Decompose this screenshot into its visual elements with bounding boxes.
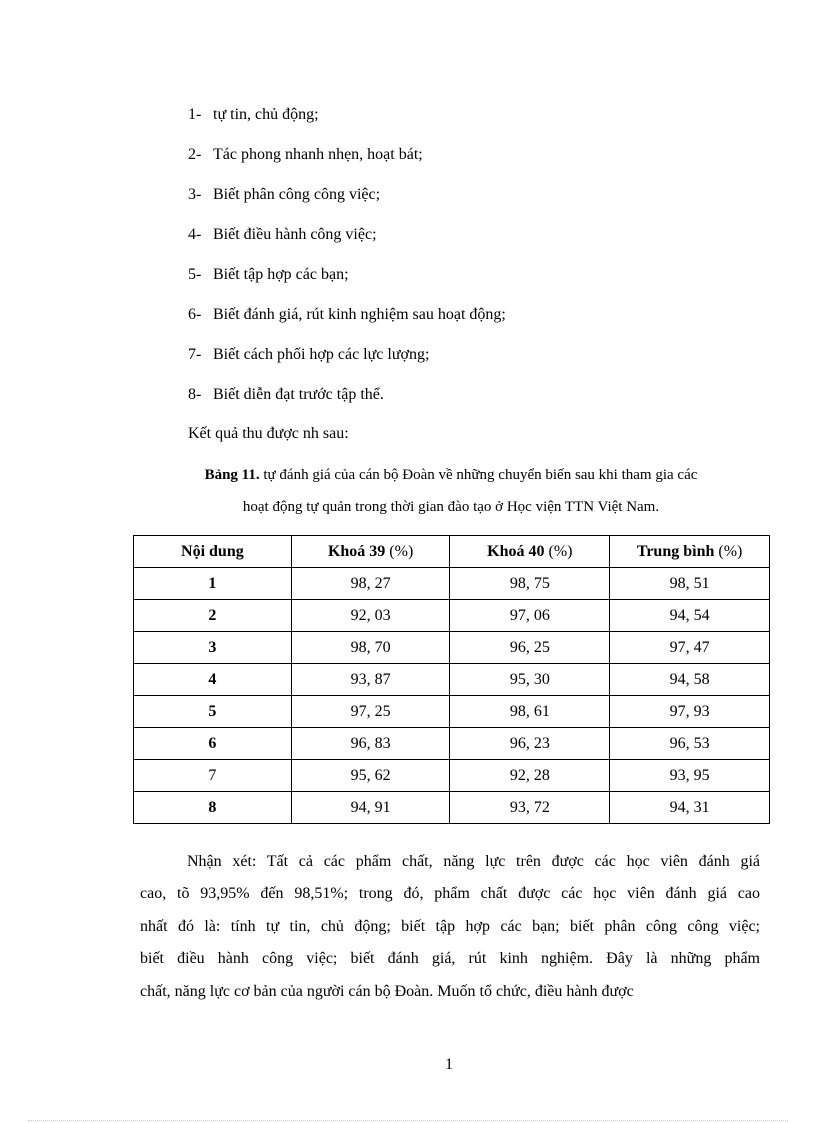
table-cell: 97, 47 <box>610 632 770 664</box>
list-text: Biết phân công công việc; <box>213 186 381 203</box>
table-cell: 93, 95 <box>610 760 770 792</box>
table-cell: 5 <box>134 696 292 728</box>
table-header-row <box>134 536 770 568</box>
list-number: 6- <box>188 306 202 323</box>
table-cell: 97, 93 <box>610 696 770 728</box>
column-header-content: Nội dung <box>134 536 292 568</box>
intro-text: Kết quả thu được nh sau: <box>188 425 349 442</box>
table-row <box>134 568 770 600</box>
page-bottom-divider <box>28 1120 788 1121</box>
table-cell: 7 <box>134 760 292 792</box>
list-text: Biết cách phối hợp các lực lượng; <box>213 346 430 363</box>
list-item <box>188 145 423 165</box>
table-cell: 98, 51 <box>610 568 770 600</box>
paragraph-line: biết điều hành công việc; biết đánh giá, rút kinh nghiệm. Đây là những phẩm <box>140 950 760 968</box>
list-number: 4- <box>188 226 202 243</box>
table-row <box>134 632 770 664</box>
table-cell: 96, 53 <box>610 728 770 760</box>
table-cell: 96, 83 <box>291 728 450 760</box>
column-header-average: Trung bình (%) <box>610 536 770 568</box>
list-item <box>188 345 429 365</box>
table-cell: 3 <box>134 632 292 664</box>
list-item <box>188 105 319 125</box>
table-cell: 98, 27 <box>291 568 450 600</box>
table-cell: 95, 62 <box>291 760 450 792</box>
list-text: Biết đánh giá, rút kinh nghiệm sau hoạt động; <box>213 306 506 323</box>
list-item <box>188 225 377 245</box>
table-cell: 92, 03 <box>291 600 450 632</box>
table-cell: 4 <box>134 664 292 696</box>
table-cell: 98, 61 <box>450 696 610 728</box>
table-row <box>134 792 770 824</box>
list-text: tự tin, chủ động; <box>213 106 319 123</box>
table-cell: 2 <box>134 600 292 632</box>
list-number: 5- <box>188 266 202 283</box>
list-item <box>188 265 349 285</box>
list-item <box>188 385 384 405</box>
list-number: 7- <box>188 346 202 363</box>
table-cell: 94, 54 <box>610 600 770 632</box>
table-row <box>134 600 770 632</box>
table-cell: 94, 58 <box>610 664 770 696</box>
list-text: Biết tập hợp các bạn; <box>213 266 349 283</box>
table-caption-line-2: hoạt động tự quản trong thời gian đào tạo ở Học viện TTN Việt Nam. <box>242 499 660 515</box>
table-cell: 6 <box>134 728 292 760</box>
column-header-course-39: Khoá 39 (%) <box>291 536 450 568</box>
paragraph-line: Nhận xét: Tất cả các phẩm chất, năng lực trên được các học viên đánh giá <box>187 853 760 870</box>
table-cell: 1 <box>134 568 292 600</box>
paragraph-line: chất, năng lực cơ bản của người cán bộ Đoàn. Muốn tổ chức, điều hành được <box>140 982 634 1000</box>
table-cell: 97, 25 <box>291 696 450 728</box>
list-text: Biết diễn đạt trước tập thể. <box>213 386 384 403</box>
results-table <box>133 535 770 824</box>
table-cell: 97, 06 <box>450 600 610 632</box>
list-number: 2- <box>188 146 202 163</box>
table-caption-line-1 <box>133 465 769 485</box>
column-header-course-40: Khoá 40 (%) <box>450 536 610 568</box>
table-cell: 96, 25 <box>450 632 610 664</box>
list-item <box>188 185 380 205</box>
table-caption-label: Bảng 11. <box>204 467 260 483</box>
table-cell: 98, 70 <box>291 632 450 664</box>
table-cell: 8 <box>134 792 292 824</box>
table-cell: 93, 87 <box>291 664 450 696</box>
list-text: Tác phong nhanh nhẹn, hoạt bát; <box>213 146 423 163</box>
list-text: Biết điều hành công việc; <box>213 226 377 243</box>
table-caption-text: tự đánh giá của cán bộ Đoàn về những chuyển biến sau khi tham gia các <box>263 467 698 483</box>
page-number: 1 <box>445 1056 453 1073</box>
commentary-paragraph <box>140 846 760 1008</box>
list-number: 1- <box>188 106 202 123</box>
table-cell: 94, 91 <box>291 792 450 824</box>
table-cell: 96, 23 <box>450 728 610 760</box>
table-row <box>134 760 770 792</box>
paragraph-line: nhất đó là: tính tự tin, chủ động; biết tập hợp các bạn; biết phân công công việc; <box>140 917 760 935</box>
table-cell: 95, 30 <box>450 664 610 696</box>
table-row <box>134 696 770 728</box>
table-cell: 93, 72 <box>450 792 610 824</box>
table-cell: 94, 31 <box>610 792 770 824</box>
list-number: 3- <box>188 186 202 203</box>
table-cell: 98, 75 <box>450 568 610 600</box>
table-row <box>134 664 770 696</box>
paragraph-line: cao, tõ 93,95% đến 98,51%; trong đó, phẩm chất được các học viên đánh giá cao <box>140 885 760 903</box>
table-cell: 92, 28 <box>450 760 610 792</box>
table-row <box>134 728 770 760</box>
list-item <box>188 305 506 325</box>
list-number: 8- <box>188 386 202 403</box>
